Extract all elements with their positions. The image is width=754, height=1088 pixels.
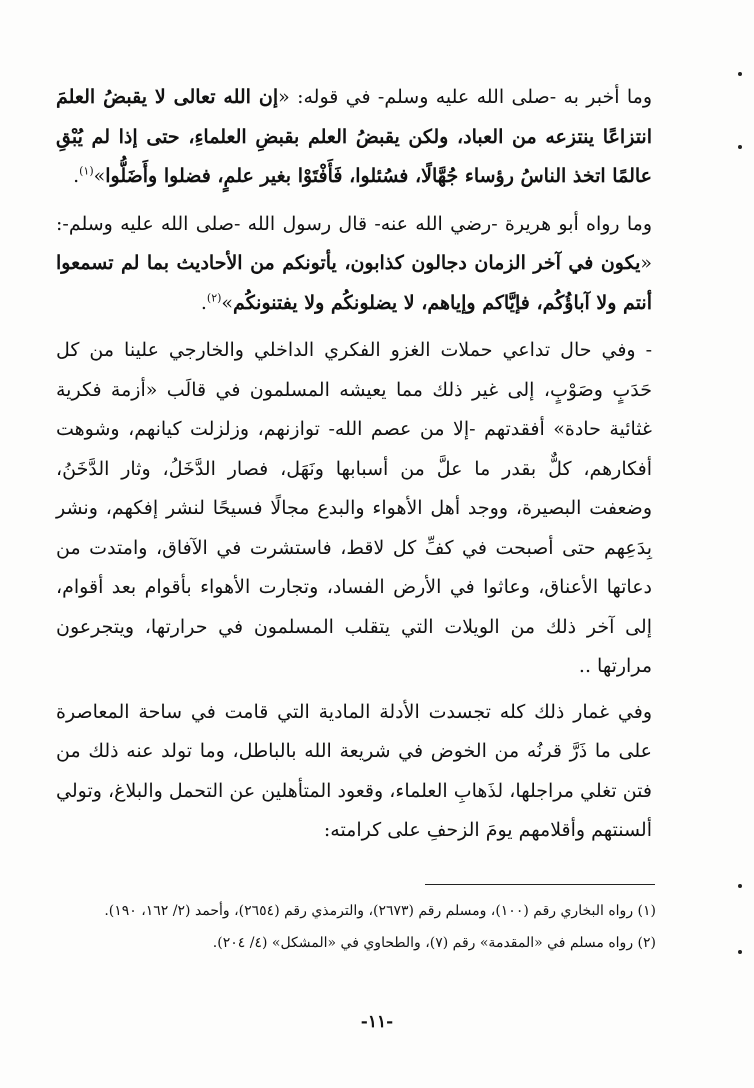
footnote-1: (١) رواه البخاري رقم (١٠٠)، ومسلم رقم (٢٦٧٣)، والترمذي رقم (٢٦٥٤)، وأحمد (٢/ ١٦٢، ١٩٠). [104, 903, 656, 919]
footnote-2: (٢) رواه مسلم في «المقدمة» رقم (٧)، والطحاوي في «المشكل» (٤/ ٢٠٤). [212, 935, 656, 951]
page-number: -١١- [360, 1012, 394, 1032]
paragraph-2 [56, 205, 652, 324]
page-body [56, 78, 652, 851]
paragraph-4: وفي غمار ذلك كله تجسدت الأدلة المادية التي قامت في ساحة المعاصرة على ما ذَرَّ قرنُه من الخوض في شريعة الله بالباطل، وما تولد عنه ذلك من فتن تغلي مراجلها، لذَهابِ العلماء، وقعود المتأهلين عن التحمل والبلاغ، وتولي ألسنتهم وأقلامهم يومَ الزحفِ على كرامته: [56, 700, 652, 841]
hadith-quote-1: إن الله تعالى لا يقبضُ العلمَ انتزاعًا ينتزعه من العباد، ولكن يقبضُ العلم بقبضِ العلماءِ، حتى إذا لم يُبْقِ عالمًا اتخذ الناسُ رؤساء جُهَّالًا، فسُئلوا، فَأَفْتَوْا بغير علمٍ، فضلوا وأَضَلُّوا [56, 86, 652, 187]
paragraph-3: - وفي حال تداعي حملات الغزو الفكري الداخلي والخارجي علينا من كل حَدَبٍ وصَوْبٍ، إلى غير ذلك مما يعيشه المسلمون في قالَب «أزمة فكرية غثائية حادة» أفقدتهم -إلا من عصم الله- توازنهم، وزلزلت كيانهم، وشوهت أفكارهم، كلٌّ بقدر ما علَّ من أسبابها ونَهَل، فصار الدَّخَلُ، وثار الدَّخَنُ، وضعفت البصيرة، ووجد أهل الأهواء والبدع مجالًا فسيحًا لنشر إفكهم، ونشر بِدَعِهم حتى أصبحت في كفِّ كل لاقط، فاستشرت في الآفاق، وامتدت من دعاتها الأعناق، وعاثوا في الأرض الفساد، وتجارت الأهواء بأقوام بعد أقوام، إلى آخر ذلك من الويلات التي يتقلب المسلمون في حرارتها، ويتجرعون مرارتها .. [56, 339, 652, 677]
footnote-ref-1[interactable]: (١) [79, 164, 94, 178]
footnote-separator [425, 884, 655, 885]
margin-dot [738, 72, 742, 76]
paragraph-1-intro: وما أخبر به -صلى الله عليه وسلم- في قوله: « [278, 86, 652, 108]
hadith-quote-2: يكون في آخر الزمان دجالون كذابون، يأتونكم من الأحاديث بما لم تسمعوا أنتم ولا آباؤُكُم، فإيَّاكم وإياهم، لا يضلونكُم ولا يفتنونكُم [56, 252, 652, 314]
footnote-ref-2[interactable]: (٢) [206, 291, 222, 305]
margin-dot [738, 884, 742, 888]
paragraph-2-close: » [221, 291, 234, 314]
paragraph-1-close: » [93, 165, 106, 187]
paragraph-2-end: . [200, 291, 207, 314]
paragraph-1 [56, 78, 652, 197]
margin-dot [738, 145, 742, 149]
margin-dot [738, 950, 742, 954]
paragraph-1-end: . [73, 165, 80, 187]
paragraph-2-intro: وما رواه أبو هريرة -رضي الله عنه- قال رسول الله -صلى الله عليه وسلم-: « [56, 212, 652, 274]
footnotes [56, 898, 656, 962]
